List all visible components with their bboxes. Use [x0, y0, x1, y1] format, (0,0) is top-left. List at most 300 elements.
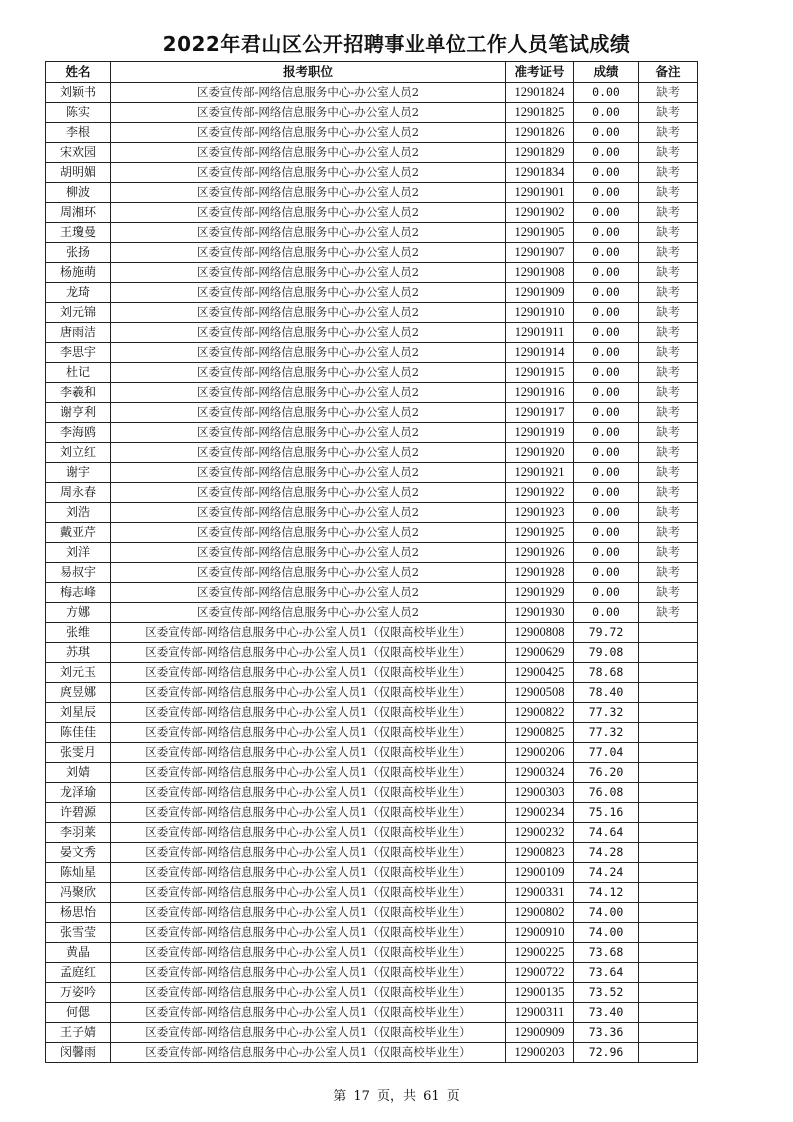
cell-name: 梅志峰: [46, 582, 111, 602]
cell-note: [639, 722, 698, 742]
cell-position: 区委宣传部-网络信息服务中心-办公室人员1（仅限高校毕业生）: [111, 802, 506, 822]
cell-score: 76.08: [574, 782, 639, 802]
cell-note: [639, 742, 698, 762]
cell-score: 76.20: [574, 762, 639, 782]
cell-ticket: 12901926: [506, 542, 574, 562]
table-row: [46, 562, 698, 582]
cell-position: 区委宣传部-网络信息服务中心-办公室人员2: [111, 182, 506, 202]
cell-note: 缺考: [639, 82, 698, 102]
cell-score: 0.00: [574, 182, 639, 202]
cell-ticket: 12901914: [506, 342, 574, 362]
table-row: [46, 542, 698, 562]
table-row: [46, 342, 698, 362]
cell-name: 陈灿星: [46, 862, 111, 882]
table-row: [46, 422, 698, 442]
cell-ticket: 12901928: [506, 562, 574, 582]
cell-note: 缺考: [639, 122, 698, 142]
cell-note: 缺考: [639, 402, 698, 422]
cell-position: 区委宣传部-网络信息服务中心-办公室人员2: [111, 102, 506, 122]
cell-ticket: 12901908: [506, 262, 574, 282]
cell-position: 区委宣传部-网络信息服务中心-办公室人员2: [111, 462, 506, 482]
cell-score: 0.00: [574, 362, 639, 382]
cell-name: 李海鸥: [46, 422, 111, 442]
cell-score: 0.00: [574, 302, 639, 322]
table-row: [46, 922, 698, 942]
cell-score: 0.00: [574, 222, 639, 242]
cell-name: 胡明媚: [46, 162, 111, 182]
cell-name: 刘立红: [46, 442, 111, 462]
table-row: [46, 682, 698, 702]
cell-note: [639, 982, 698, 1002]
cell-ticket: 12901917: [506, 402, 574, 422]
cell-score: 77.32: [574, 702, 639, 722]
cell-name: 方娜: [46, 602, 111, 622]
table-row: [46, 142, 698, 162]
cell-position: 区委宣传部-网络信息服务中心-办公室人员1（仅限高校毕业生）: [111, 822, 506, 842]
cell-name: 龙泽瑜: [46, 782, 111, 802]
cell-note: 缺考: [639, 182, 698, 202]
cell-ticket: 12901824: [506, 82, 574, 102]
table-row: [46, 862, 698, 882]
cell-position: 区委宣传部-网络信息服务中心-办公室人员2: [111, 542, 506, 562]
cell-name: 易叔宇: [46, 562, 111, 582]
cell-note: 缺考: [639, 222, 698, 242]
cell-score: 0.00: [574, 582, 639, 602]
cell-name: 李羽莱: [46, 822, 111, 842]
table-row: [46, 362, 698, 382]
cell-note: 缺考: [639, 282, 698, 302]
cell-note: 缺考: [639, 362, 698, 382]
header-position: 报考职位: [111, 62, 506, 83]
cell-score: 0.00: [574, 142, 639, 162]
cell-position: 区委宣传部-网络信息服务中心-办公室人员2: [111, 582, 506, 602]
cell-ticket: 12900909: [506, 1022, 574, 1042]
table-row: [46, 602, 698, 622]
table-row: [46, 462, 698, 482]
cell-position: 区委宣传部-网络信息服务中心-办公室人员1（仅限高校毕业生）: [111, 882, 506, 902]
cell-score: 73.52: [574, 982, 639, 1002]
cell-position: 区委宣传部-网络信息服务中心-办公室人员1（仅限高校毕业生）: [111, 842, 506, 862]
cell-name: 戴亚芹: [46, 522, 111, 542]
cell-name: 刘元锦: [46, 302, 111, 322]
cell-position: 区委宣传部-网络信息服务中心-办公室人员2: [111, 162, 506, 182]
cell-ticket: 12900135: [506, 982, 574, 1002]
cell-name: 陈佳佳: [46, 722, 111, 742]
cell-position: 区委宣传部-网络信息服务中心-办公室人员2: [111, 422, 506, 442]
cell-position: 区委宣传部-网络信息服务中心-办公室人员2: [111, 242, 506, 262]
cell-position: 区委宣传部-网络信息服务中心-办公室人员2: [111, 562, 506, 582]
cell-ticket: 12901826: [506, 122, 574, 142]
cell-ticket: 12901925: [506, 522, 574, 542]
cell-name: 唐雨洁: [46, 322, 111, 342]
cell-ticket: 12901916: [506, 382, 574, 402]
cell-name: 杨施萌: [46, 262, 111, 282]
cell-ticket: 12900822: [506, 702, 574, 722]
cell-ticket: 12901905: [506, 222, 574, 242]
cell-position: 区委宣传部-网络信息服务中心-办公室人员2: [111, 122, 506, 142]
cell-name: 张雯月: [46, 742, 111, 762]
cell-position: 区委宣传部-网络信息服务中心-办公室人员1（仅限高校毕业生）: [111, 742, 506, 762]
cell-score: 78.40: [574, 682, 639, 702]
cell-position: 区委宣传部-网络信息服务中心-办公室人员1（仅限高校毕业生）: [111, 722, 506, 742]
cell-position: 区委宣传部-网络信息服务中心-办公室人员1（仅限高校毕业生）: [111, 942, 506, 962]
cell-name: 李思宇: [46, 342, 111, 362]
cell-position: 区委宣传部-网络信息服务中心-办公室人员2: [111, 142, 506, 162]
cell-ticket: 12900722: [506, 962, 574, 982]
cell-name: 许碧源: [46, 802, 111, 822]
cell-ticket: 12900234: [506, 802, 574, 822]
cell-name: 柳波: [46, 182, 111, 202]
cell-note: [639, 762, 698, 782]
cell-position: 区委宣传部-网络信息服务中心-办公室人员2: [111, 502, 506, 522]
cell-ticket: 12901921: [506, 462, 574, 482]
cell-score: 79.08: [574, 642, 639, 662]
cell-ticket: 12901923: [506, 502, 574, 522]
cell-note: 缺考: [639, 262, 698, 282]
cell-note: [639, 1042, 698, 1062]
cell-ticket: 12900802: [506, 902, 574, 922]
cell-score: 0.00: [574, 382, 639, 402]
cell-position: 区委宣传部-网络信息服务中心-办公室人员1（仅限高校毕业生）: [111, 1002, 506, 1022]
cell-score: 73.64: [574, 962, 639, 982]
table-row: [46, 782, 698, 802]
table-row: [46, 722, 698, 742]
cell-note: 缺考: [639, 542, 698, 562]
cell-name: 刘浩: [46, 502, 111, 522]
cell-name: 冯聚欣: [46, 882, 111, 902]
cell-note: [639, 662, 698, 682]
cell-score: 74.00: [574, 902, 639, 922]
cell-position: 区委宣传部-网络信息服务中心-办公室人员2: [111, 82, 506, 102]
cell-score: 72.96: [574, 1042, 639, 1062]
cell-score: 74.24: [574, 862, 639, 882]
cell-ticket: 12901930: [506, 602, 574, 622]
cell-note: 缺考: [639, 562, 698, 582]
cell-ticket: 12900109: [506, 862, 574, 882]
cell-name: 苏琪: [46, 642, 111, 662]
table-row: [46, 582, 698, 602]
header-name: 姓名: [46, 62, 111, 83]
cell-note: 缺考: [639, 342, 698, 362]
cell-ticket: 12900910: [506, 922, 574, 942]
cell-name: 刘元玉: [46, 662, 111, 682]
table-row: [46, 482, 698, 502]
cell-note: 缺考: [639, 382, 698, 402]
cell-score: 77.32: [574, 722, 639, 742]
cell-score: 0.00: [574, 122, 639, 142]
table-row: [46, 1022, 698, 1042]
cell-score: 0.00: [574, 262, 639, 282]
cell-ticket: 12901915: [506, 362, 574, 382]
table-row: [46, 202, 698, 222]
cell-note: [639, 642, 698, 662]
cell-note: 缺考: [639, 522, 698, 542]
cell-name: 李根: [46, 122, 111, 142]
cell-ticket: 12901901: [506, 182, 574, 202]
cell-ticket: 12901911: [506, 322, 574, 342]
cell-name: 张扬: [46, 242, 111, 262]
cell-note: [639, 802, 698, 822]
cell-ticket: 12900508: [506, 682, 574, 702]
cell-score: 74.12: [574, 882, 639, 902]
cell-score: 73.68: [574, 942, 639, 962]
cell-name: 谢亨利: [46, 402, 111, 422]
table-row: [46, 662, 698, 682]
cell-score: 73.40: [574, 1002, 639, 1022]
cell-name: 闵馨雨: [46, 1042, 111, 1062]
cell-position: 区委宣传部-网络信息服务中心-办公室人员2: [111, 262, 506, 282]
cell-ticket: 12900808: [506, 622, 574, 642]
cell-note: 缺考: [639, 242, 698, 262]
cell-name: 王子婧: [46, 1022, 111, 1042]
cell-position: 区委宣传部-网络信息服务中心-办公室人员1（仅限高校毕业生）: [111, 642, 506, 662]
cell-note: 缺考: [639, 142, 698, 162]
cell-score: 0.00: [574, 442, 639, 462]
cell-name: 万姿吟: [46, 982, 111, 1002]
header-note: 备注: [639, 62, 698, 83]
cell-name: 杜记: [46, 362, 111, 382]
cell-ticket: 12900825: [506, 722, 574, 742]
cell-score: 79.72: [574, 622, 639, 642]
table-row: [46, 182, 698, 202]
cell-score: 0.00: [574, 522, 639, 542]
cell-ticket: 12900303: [506, 782, 574, 802]
cell-score: 73.36: [574, 1022, 639, 1042]
table-row: [46, 222, 698, 242]
cell-note: [639, 862, 698, 882]
table-row: [46, 122, 698, 142]
cell-score: 0.00: [574, 202, 639, 222]
cell-score: 74.00: [574, 922, 639, 942]
cell-ticket: 12901922: [506, 482, 574, 502]
cell-score: 74.64: [574, 822, 639, 842]
cell-position: 区委宣传部-网络信息服务中心-办公室人员2: [111, 222, 506, 242]
cell-note: [639, 962, 698, 982]
cell-note: 缺考: [639, 162, 698, 182]
table-row: [46, 702, 698, 722]
cell-note: 缺考: [639, 582, 698, 602]
cell-ticket: 12901910: [506, 302, 574, 322]
cell-name: 周永春: [46, 482, 111, 502]
cell-name: 龙琦: [46, 282, 111, 302]
cell-score: 0.00: [574, 602, 639, 622]
cell-ticket: 12900311: [506, 1002, 574, 1022]
scores-table: [45, 61, 698, 1063]
cell-score: 0.00: [574, 282, 639, 302]
cell-ticket: 12900203: [506, 1042, 574, 1062]
cell-name: 黄晶: [46, 942, 111, 962]
cell-position: 区委宣传部-网络信息服务中心-办公室人员1（仅限高校毕业生）: [111, 922, 506, 942]
cell-score: 0.00: [574, 82, 639, 102]
cell-position: 区委宣传部-网络信息服务中心-办公室人员2: [111, 362, 506, 382]
cell-position: 区委宣传部-网络信息服务中心-办公室人员1（仅限高校毕业生）: [111, 862, 506, 882]
cell-ticket: 12900324: [506, 762, 574, 782]
cell-note: [639, 1022, 698, 1042]
document-title: 2022年君山区公开招聘事业单位工作人员笔试成绩: [162, 32, 631, 56]
table-row: [46, 302, 698, 322]
cell-score: 78.68: [574, 662, 639, 682]
table-row: [46, 622, 698, 642]
cell-position: 区委宣传部-网络信息服务中心-办公室人员1（仅限高校毕业生）: [111, 782, 506, 802]
page-number: 第 17 页，共 61 页: [333, 1089, 460, 1104]
table-row: [46, 262, 698, 282]
cell-score: 0.00: [574, 342, 639, 362]
cell-note: [639, 822, 698, 842]
cell-note: 缺考: [639, 202, 698, 222]
table-row: [46, 642, 698, 662]
cell-position: 区委宣传部-网络信息服务中心-办公室人员1（仅限高校毕业生）: [111, 1022, 506, 1042]
cell-position: 区委宣传部-网络信息服务中心-办公室人员2: [111, 322, 506, 342]
cell-position: 区委宣传部-网络信息服务中心-办公室人员1（仅限高校毕业生）: [111, 762, 506, 782]
cell-note: [639, 942, 698, 962]
table-row: [46, 442, 698, 462]
table-row: [46, 842, 698, 862]
cell-note: [639, 1002, 698, 1022]
cell-position: 区委宣传部-网络信息服务中心-办公室人员2: [111, 382, 506, 402]
cell-position: 区委宣传部-网络信息服务中心-办公室人员2: [111, 342, 506, 362]
cell-position: 区委宣传部-网络信息服务中心-办公室人员2: [111, 282, 506, 302]
cell-name: 庹昱娜: [46, 682, 111, 702]
cell-name: 李羲和: [46, 382, 111, 402]
table-header-row: [46, 62, 698, 83]
cell-note: [639, 782, 698, 802]
cell-ticket: 12901829: [506, 142, 574, 162]
cell-ticket: 12900425: [506, 662, 574, 682]
cell-name: 刘洋: [46, 542, 111, 562]
cell-score: 0.00: [574, 242, 639, 262]
cell-score: 0.00: [574, 162, 639, 182]
cell-score: 0.00: [574, 502, 639, 522]
cell-score: 0.00: [574, 422, 639, 442]
table-row: [46, 102, 698, 122]
cell-position: 区委宣传部-网络信息服务中心-办公室人员2: [111, 482, 506, 502]
table-row: [46, 982, 698, 1002]
cell-name: 谢宇: [46, 462, 111, 482]
table-row: [46, 282, 698, 302]
cell-position: 区委宣传部-网络信息服务中心-办公室人员1（仅限高校毕业生）: [111, 962, 506, 982]
cell-ticket: 12900206: [506, 742, 574, 762]
cell-ticket: 12901920: [506, 442, 574, 462]
cell-ticket: 12901825: [506, 102, 574, 122]
cell-name: 刘星辰: [46, 702, 111, 722]
cell-ticket: 12900823: [506, 842, 574, 862]
cell-position: 区委宣传部-网络信息服务中心-办公室人员1（仅限高校毕业生）: [111, 902, 506, 922]
cell-position: 区委宣传部-网络信息服务中心-办公室人员1（仅限高校毕业生）: [111, 622, 506, 642]
cell-note: [639, 622, 698, 642]
cell-note: [639, 902, 698, 922]
cell-note: 缺考: [639, 482, 698, 502]
table-row: [46, 382, 698, 402]
cell-note: [639, 702, 698, 722]
cell-ticket: 12900232: [506, 822, 574, 842]
cell-position: 区委宣传部-网络信息服务中心-办公室人员2: [111, 402, 506, 422]
cell-position: 区委宣传部-网络信息服务中心-办公室人员2: [111, 442, 506, 462]
cell-score: 0.00: [574, 102, 639, 122]
cell-score: 77.04: [574, 742, 639, 762]
table-row: [46, 742, 698, 762]
cell-position: 区委宣传部-网络信息服务中心-办公室人员2: [111, 202, 506, 222]
cell-position: 区委宣传部-网络信息服务中心-办公室人员1（仅限高校毕业生）: [111, 702, 506, 722]
cell-name: 周湘环: [46, 202, 111, 222]
cell-position: 区委宣传部-网络信息服务中心-办公室人员1（仅限高校毕业生）: [111, 682, 506, 702]
table-row: [46, 82, 698, 102]
cell-name: 张维: [46, 622, 111, 642]
cell-note: 缺考: [639, 462, 698, 482]
cell-ticket: 12901902: [506, 202, 574, 222]
table-row: [46, 962, 698, 982]
table-row: [46, 162, 698, 182]
cell-ticket: 12901919: [506, 422, 574, 442]
table-row: [46, 402, 698, 422]
table-row: [46, 1002, 698, 1022]
cell-score: 0.00: [574, 322, 639, 342]
cell-name: 刘婧: [46, 762, 111, 782]
cell-name: 杨思怡: [46, 902, 111, 922]
table-row: [46, 242, 698, 262]
cell-note: [639, 842, 698, 862]
cell-name: 何偲: [46, 1002, 111, 1022]
table-row: [46, 942, 698, 962]
table-row: [46, 322, 698, 342]
cell-score: 74.28: [574, 842, 639, 862]
cell-score: 0.00: [574, 402, 639, 422]
cell-ticket: 12901909: [506, 282, 574, 302]
cell-name: 晏文秀: [46, 842, 111, 862]
cell-note: 缺考: [639, 442, 698, 462]
cell-ticket: 12901834: [506, 162, 574, 182]
table-row: [46, 1042, 698, 1062]
table-row: [46, 502, 698, 522]
header-ticket: 准考证号: [506, 62, 574, 83]
cell-note: [639, 682, 698, 702]
cell-name: 宋欢园: [46, 142, 111, 162]
cell-name: 刘颖书: [46, 82, 111, 102]
cell-ticket: 12900225: [506, 942, 574, 962]
header-score: 成绩: [574, 62, 639, 83]
cell-note: 缺考: [639, 422, 698, 442]
cell-name: 孟庭红: [46, 962, 111, 982]
table-row: [46, 902, 698, 922]
cell-name: 王瓊曼: [46, 222, 111, 242]
cell-ticket: 12900629: [506, 642, 574, 662]
cell-note: 缺考: [639, 502, 698, 522]
cell-position: 区委宣传部-网络信息服务中心-办公室人员1（仅限高校毕业生）: [111, 1042, 506, 1062]
cell-score: 75.16: [574, 802, 639, 822]
cell-name: 张雪莹: [46, 922, 111, 942]
cell-name: 陈实: [46, 102, 111, 122]
cell-note: [639, 922, 698, 942]
cell-ticket: 12900331: [506, 882, 574, 902]
table-row: [46, 822, 698, 842]
cell-note: [639, 882, 698, 902]
cell-position: 区委宣传部-网络信息服务中心-办公室人员2: [111, 602, 506, 622]
table-row: [46, 882, 698, 902]
cell-position: 区委宣传部-网络信息服务中心-办公室人员2: [111, 522, 506, 542]
cell-position: 区委宣传部-网络信息服务中心-办公室人员1（仅限高校毕业生）: [111, 982, 506, 1002]
cell-score: 0.00: [574, 462, 639, 482]
cell-ticket: 12901929: [506, 582, 574, 602]
cell-note: 缺考: [639, 102, 698, 122]
cell-note: 缺考: [639, 602, 698, 622]
cell-note: 缺考: [639, 302, 698, 322]
cell-ticket: 12901907: [506, 242, 574, 262]
table-row: [46, 802, 698, 822]
cell-score: 0.00: [574, 562, 639, 582]
table-row: [46, 762, 698, 782]
table-row: [46, 522, 698, 542]
cell-position: 区委宣传部-网络信息服务中心-办公室人员1（仅限高校毕业生）: [111, 662, 506, 682]
cell-position: 区委宣传部-网络信息服务中心-办公室人员2: [111, 302, 506, 322]
